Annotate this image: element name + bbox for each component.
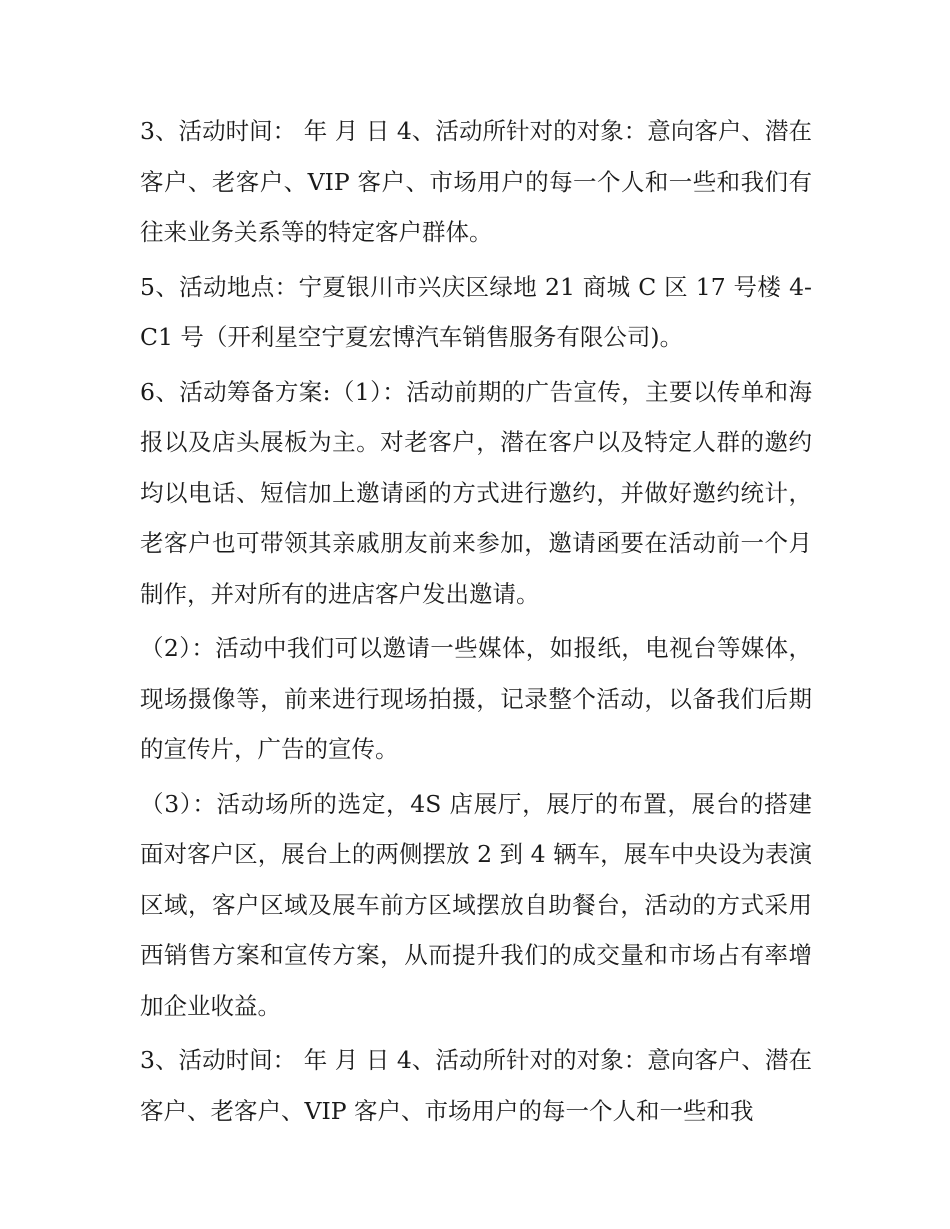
paragraph-preparation-plan-1: 6、活动筹备方案:（1）：活动前期的广告宣传，主要以传单和海报以及店头展板为主。对老客户，潜在客户以及特定人群的邀约均以电话、短信加上邀请函的方式进行邀约，并做好邀约统计，老客户也可带领其亲戚朋友前来参加，邀请函要在活动前一个月制作，并对所有的进店客户发出邀请。 bbox=[140, 377, 812, 608]
document-body bbox=[140, 106, 812, 1136]
paragraph-preparation-plan-2: （2）：活动中我们可以邀请一些媒体，如报纸，电视台等媒体，现场摄像等，前来进行现场拍摄，记录整个活动，以备我们后期的宣传片，广告的宣传。 bbox=[140, 634, 812, 763]
paragraph-time-and-target-repeat: 3、活动时间： 年 月 日 4、活动所针对的对象：意向客户、潜在客户、老客户、VIP 客户、市场用户的每一个人和一些和我 bbox=[140, 1046, 812, 1125]
paragraph-time-and-target: 3、活动时间： 年 月 日 4、活动所针对的对象：意向客户、潜在客户、老客户、VIP 客户、市场用户的每一个人和一些和我们有往来业务关系等的特定客户群体。 bbox=[140, 117, 812, 246]
paragraph-location: 5、活动地点：宁夏银川市兴庆区绿地 21 商城 C 区 17 号楼 4-C1 号（开利星空宁夏宏博汽车销售服务有限公司)。 bbox=[140, 272, 812, 351]
paragraph-preparation-plan-3: （3）：活动场所的选定，4S 店展厅，展厅的布置，展台的搭建面对客户区，展台上的两侧摆放 2 到 4 辆车，展车中央设为表演区域，客户区域及展车前方区域摆放自助餐台，活动的方式采用西销售方案和宣传方案，从而提升我们的成交量和市场占有率增加企业收益。 bbox=[140, 789, 812, 1020]
